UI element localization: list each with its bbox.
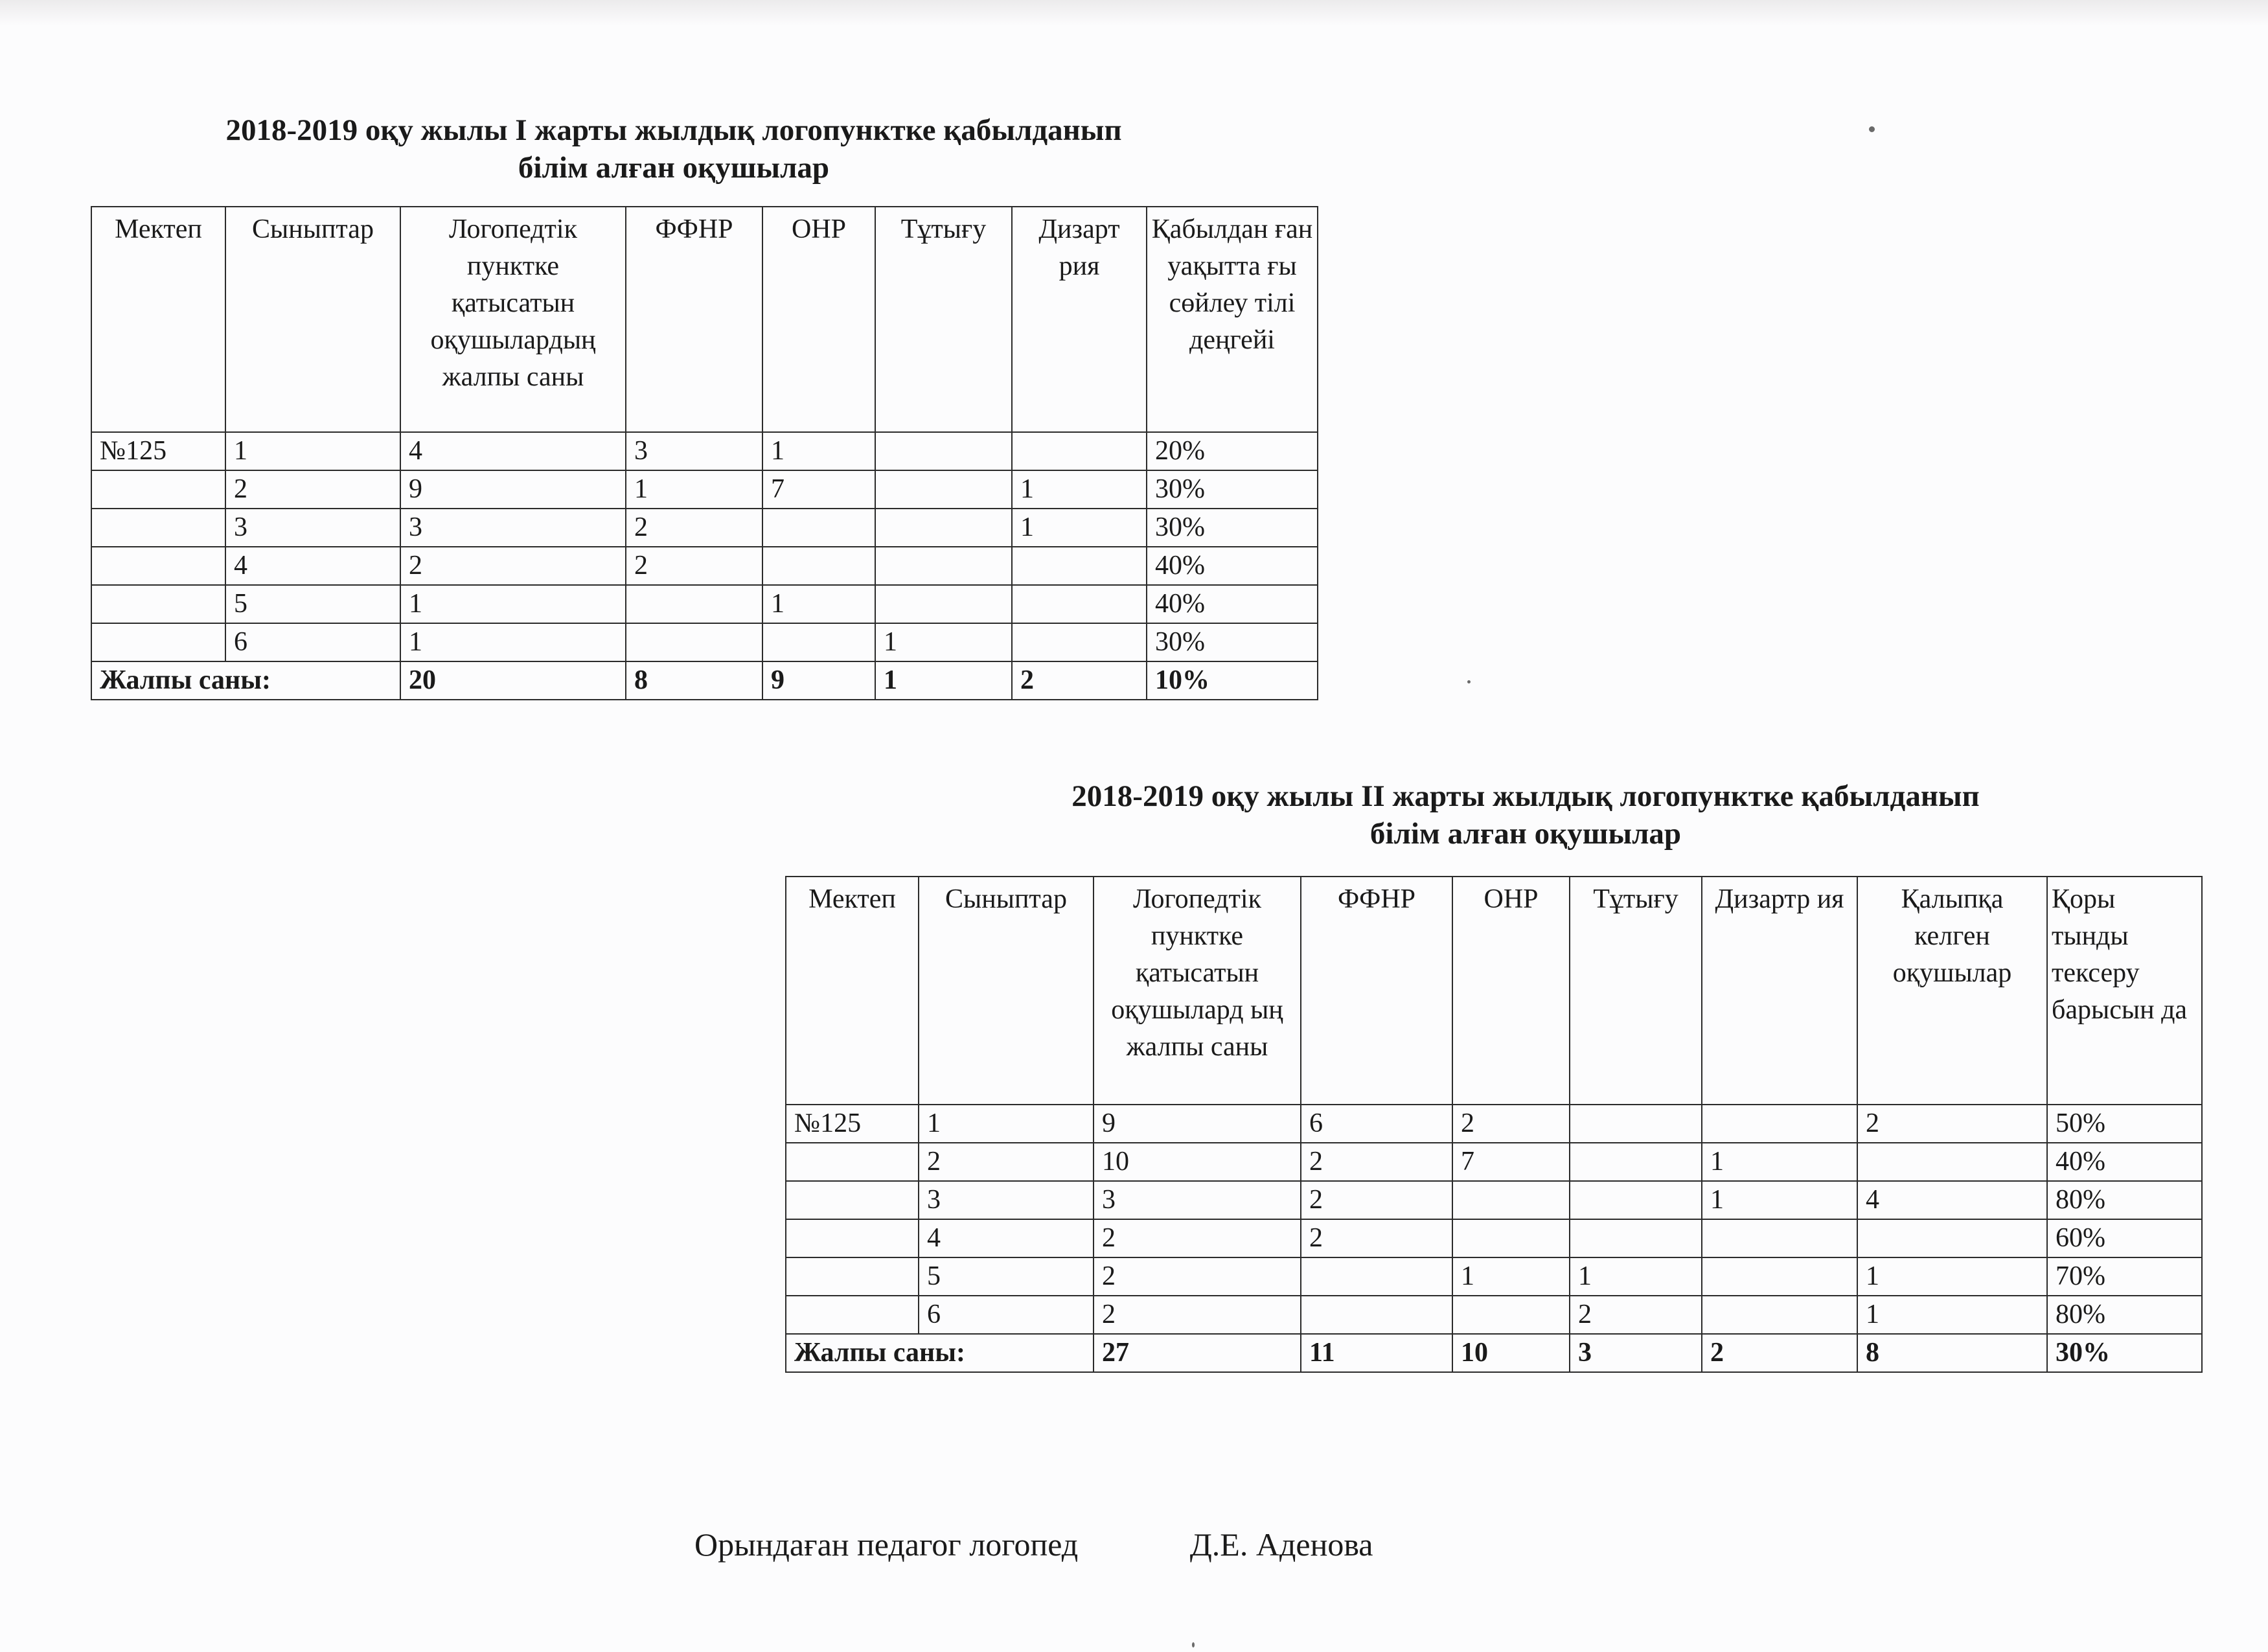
table-cell: 2 — [1452, 1105, 1570, 1143]
table-cell — [1012, 432, 1147, 470]
table-row — [91, 547, 1318, 585]
table-cell: 40% — [1147, 547, 1318, 585]
table-cell — [762, 547, 875, 585]
total-cell: 8 — [626, 661, 762, 700]
table-row — [786, 1296, 2202, 1334]
table1-title — [91, 111, 1257, 187]
table-cell — [875, 432, 1012, 470]
table2-header-row — [786, 877, 2202, 1105]
table-cell: 1 — [1702, 1181, 1857, 1219]
table-cell: 1 — [626, 470, 762, 509]
total-cell: 20 — [400, 661, 626, 700]
table-cell: 40% — [1147, 585, 1318, 623]
table-cell: 2 — [1094, 1219, 1301, 1257]
total-cell: 11 — [1301, 1334, 1452, 1372]
table-cell: 1 — [762, 432, 875, 470]
table2-title-line1: 2018-2019 оқу жылы ІІ жарты жылдық логопунктке қабылданып — [1071, 779, 1980, 813]
table-cell: 1 — [400, 585, 626, 623]
total-cell: 10 — [1452, 1334, 1570, 1372]
table-cell — [626, 585, 762, 623]
table-cell — [875, 509, 1012, 547]
table-cell: 30% — [1147, 623, 1318, 661]
table-cell: 7 — [762, 470, 875, 509]
table-cell: 50% — [2047, 1105, 2202, 1143]
table-row — [786, 1257, 2202, 1296]
table1-header-cell: Қабылдан ған уақытта ғы сөйлеу тілі деңгейі — [1147, 207, 1318, 432]
table-cell — [91, 547, 225, 585]
table-cell: 2 — [400, 547, 626, 585]
table-cell — [1301, 1296, 1452, 1334]
table-cell: 7 — [1452, 1143, 1570, 1181]
table-cell — [875, 470, 1012, 509]
total-cell: 2 — [1012, 661, 1147, 700]
table-cell — [786, 1143, 919, 1181]
table-cell — [626, 623, 762, 661]
table-cell: 30% — [1147, 509, 1318, 547]
total-cell: 27 — [1094, 1334, 1301, 1372]
table-cell — [1452, 1181, 1570, 1219]
table-cell — [1012, 623, 1147, 661]
scan-speck — [1467, 680, 1471, 683]
table2-header-cell: Тұтығу — [1570, 877, 1702, 1105]
table-cell: 2 — [1301, 1143, 1452, 1181]
table-cell — [1301, 1257, 1452, 1296]
table-cell: 2 — [1301, 1181, 1452, 1219]
table-cell — [875, 547, 1012, 585]
table2-header-cell: Дизартр ия — [1702, 877, 1857, 1105]
table-cell: 6 — [919, 1296, 1094, 1334]
table-cell: 1 — [1857, 1257, 2047, 1296]
table-cell: 3 — [400, 509, 626, 547]
table-cell — [1012, 585, 1147, 623]
table-row — [786, 1219, 2202, 1257]
table-cell: 10 — [1094, 1143, 1301, 1181]
table-cell: 20% — [1147, 432, 1318, 470]
table-cell: 1 — [875, 623, 1012, 661]
table-cell: 1 — [762, 585, 875, 623]
table-cell: 2 — [626, 509, 762, 547]
scan-top-shadow — [0, 0, 2268, 26]
table-cell: 9 — [400, 470, 626, 509]
table-cell — [91, 585, 225, 623]
table-cell: 4 — [400, 432, 626, 470]
table-cell — [786, 1181, 919, 1219]
table-row — [91, 623, 1318, 661]
table2-title — [868, 777, 2183, 853]
table-cell: 70% — [2047, 1257, 2202, 1296]
total-cell: 30% — [2047, 1334, 2202, 1372]
table-cell — [91, 470, 225, 509]
table1-header-cell: Дизарт рия — [1012, 207, 1147, 432]
table-cell: 5 — [919, 1257, 1094, 1296]
table-cell: 4 — [919, 1219, 1094, 1257]
table-cell — [1702, 1296, 1857, 1334]
table-cell: 1 — [1570, 1257, 1702, 1296]
table2-header-cell: Қоры тынды тексеру барысын да — [2047, 877, 2202, 1105]
signature-role: Орындаған педагог логопед — [694, 1526, 1079, 1563]
scan-speck — [1192, 1642, 1195, 1647]
table-cell: 60% — [2047, 1219, 2202, 1257]
table-cell: 1 — [1702, 1143, 1857, 1181]
table-cell: 3 — [225, 509, 400, 547]
table-cell: 4 — [1857, 1181, 2047, 1219]
table-cell — [786, 1257, 919, 1296]
table-cell — [1570, 1219, 1702, 1257]
table-cell: 3 — [919, 1181, 1094, 1219]
table-cell — [1570, 1143, 1702, 1181]
table-cell: 30% — [1147, 470, 1318, 509]
table-cell: 2 — [626, 547, 762, 585]
table-cell — [91, 623, 225, 661]
total-cell: 10% — [1147, 661, 1318, 700]
table1-header-cell: ФФНР — [626, 207, 762, 432]
table-row — [91, 585, 1318, 623]
table-cell: 2 — [1094, 1296, 1301, 1334]
table-cell: 1 — [1857, 1296, 2047, 1334]
table-row — [786, 1143, 2202, 1181]
table-cell — [1452, 1219, 1570, 1257]
total-cell: 2 — [1702, 1334, 1857, 1372]
table-cell — [1702, 1219, 1857, 1257]
total-label: Жалпы саны: — [786, 1334, 1094, 1372]
table-cell: 1 — [225, 432, 400, 470]
table2-header-cell: Логопедтік пунктке қатысатын оқушылард ың жалпы саны — [1094, 877, 1301, 1105]
table2 — [785, 876, 2203, 1373]
total-cell: 9 — [762, 661, 875, 700]
total-cell: 1 — [875, 661, 1012, 700]
table2-header-cell: ОНР — [1452, 877, 1570, 1105]
table-cell: 1 — [1012, 470, 1147, 509]
table-cell — [1702, 1105, 1857, 1143]
table-cell: 2 — [1570, 1296, 1702, 1334]
table-cell: 6 — [225, 623, 400, 661]
table1-header-row — [91, 207, 1318, 432]
table-row — [786, 1105, 2202, 1143]
table-cell: 2 — [225, 470, 400, 509]
table-cell: 9 — [1094, 1105, 1301, 1143]
table-cell: 2 — [1301, 1219, 1452, 1257]
table2-total-row — [786, 1334, 2202, 1372]
table-row — [91, 470, 1318, 509]
table-cell: 3 — [1094, 1181, 1301, 1219]
table-cell: 4 — [225, 547, 400, 585]
table-cell — [762, 509, 875, 547]
table2-title-line2: білім алған оқушылар — [1369, 817, 1682, 851]
table-cell: 2 — [1857, 1105, 2047, 1143]
table1-total-row — [91, 661, 1318, 700]
table-cell: №125 — [91, 432, 225, 470]
table-cell: 2 — [919, 1143, 1094, 1181]
table2-header-cell: Сыныптар — [919, 877, 1094, 1105]
scan-speck — [1869, 126, 1875, 132]
table1-header-cell: Логопедтік пунктке қатысатын оқушылардың жалпы саны — [400, 207, 626, 432]
table-cell: №125 — [786, 1105, 919, 1143]
table-cell — [1570, 1181, 1702, 1219]
table-cell: 5 — [225, 585, 400, 623]
table-cell: 2 — [1094, 1257, 1301, 1296]
table-cell — [1012, 547, 1147, 585]
table-cell: 3 — [626, 432, 762, 470]
table-cell: 1 — [400, 623, 626, 661]
table-cell — [1452, 1296, 1570, 1334]
total-cell: 8 — [1857, 1334, 2047, 1372]
table-cell — [1570, 1105, 1702, 1143]
table-cell: 80% — [2047, 1296, 2202, 1334]
table2-header-cell: Мектеп — [786, 877, 919, 1105]
table-cell — [762, 623, 875, 661]
table-cell — [1857, 1219, 2047, 1257]
table-row — [91, 509, 1318, 547]
table-cell: 1 — [1452, 1257, 1570, 1296]
table-cell — [1702, 1257, 1857, 1296]
table-cell: 40% — [2047, 1143, 2202, 1181]
table1-header-cell: Сыныптар — [225, 207, 400, 432]
total-label: Жалпы саны: — [91, 661, 400, 700]
table-cell — [875, 585, 1012, 623]
signature-line — [694, 1526, 1373, 1563]
table-cell — [1857, 1143, 2047, 1181]
table-row — [91, 432, 1318, 470]
table2-header-cell: Қалыпқа келген оқушылар — [1857, 877, 2047, 1105]
table1-header-cell: ОНР — [762, 207, 875, 432]
table-cell: 1 — [1012, 509, 1147, 547]
table-cell: 6 — [1301, 1105, 1452, 1143]
table2-header-cell: ФФНР — [1301, 877, 1452, 1105]
signature-name: Д.Е. Аденова — [1189, 1526, 1373, 1563]
table-cell: 80% — [2047, 1181, 2202, 1219]
total-cell: 3 — [1570, 1334, 1702, 1372]
table1 — [91, 206, 1318, 700]
table1-title-line1: 2018-2019 оқу жылы І жарты жылдық логопунктке қабылданып — [225, 113, 1122, 147]
table1-header-cell: Тұтығу — [875, 207, 1012, 432]
table-cell — [786, 1296, 919, 1334]
table1-title-line2: білім алған оқушылар — [518, 151, 830, 185]
table-cell — [786, 1219, 919, 1257]
table-row — [786, 1181, 2202, 1219]
table-cell: 1 — [919, 1105, 1094, 1143]
table-cell — [91, 509, 225, 547]
table1-header-cell: Мектеп — [91, 207, 225, 432]
